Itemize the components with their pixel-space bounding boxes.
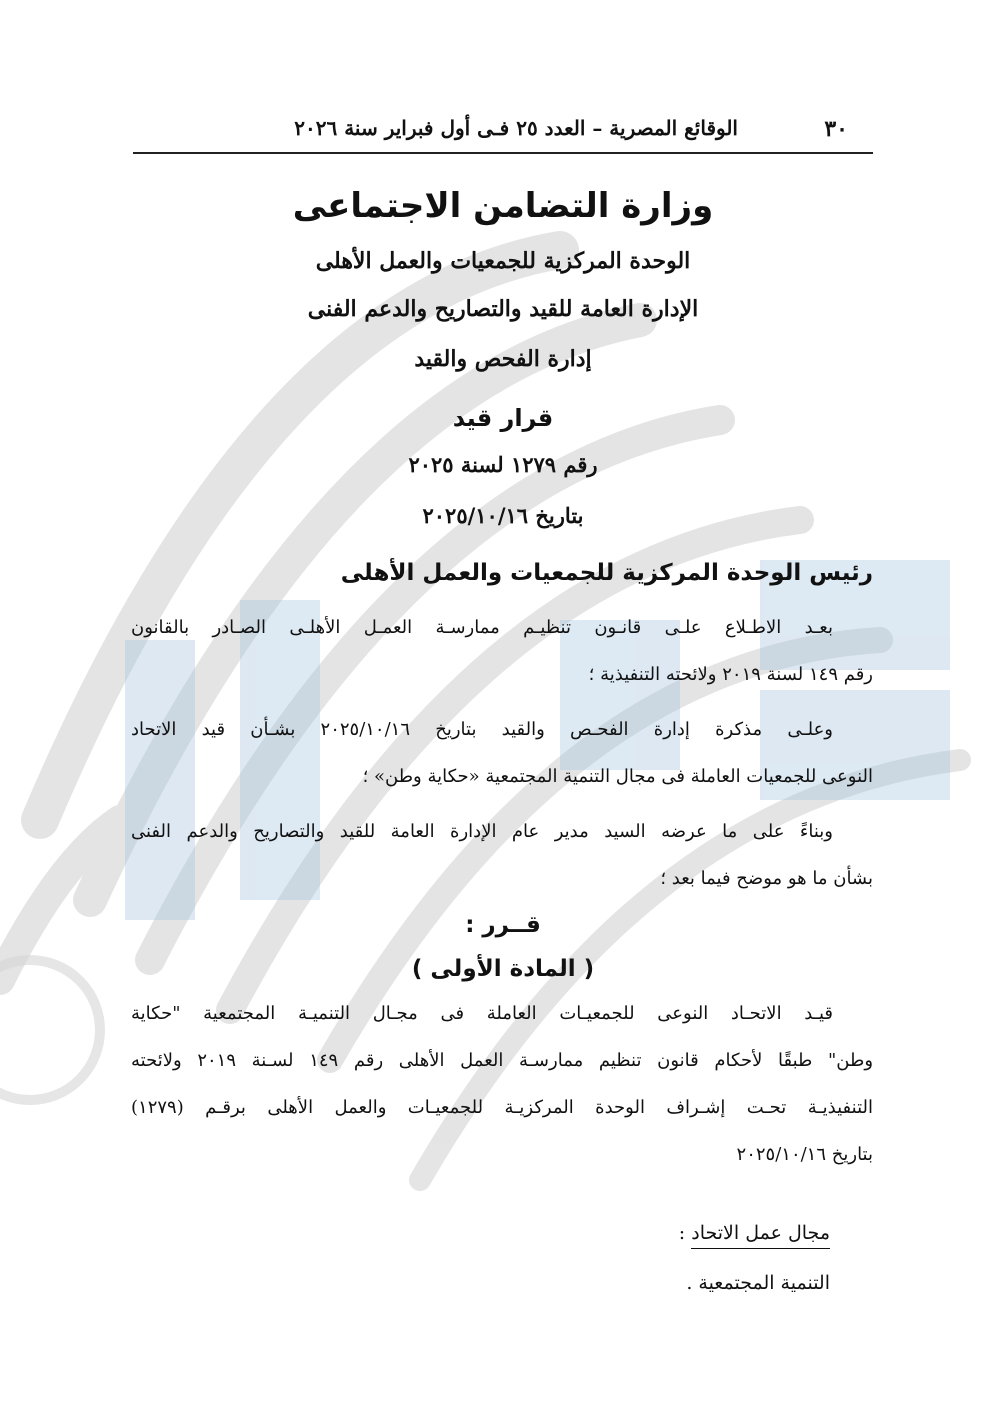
paragraph-line: بعـد الاطـلاع علـى قانـون تنظيـم ممارسـة العمـل الأهلـى الصـادر بالقانون	[131, 617, 833, 638]
paragraph-line: التنفيذيـة تحـت إشـراف الوحدة المركزيـة للجمعيـات والعمل الأهلى برقـم (١٢٧٩)	[131, 1097, 873, 1118]
preamble-paragraph-3	[131, 808, 873, 902]
decided-heading: قــرر :	[465, 912, 541, 938]
field-label	[679, 1222, 830, 1244]
paragraph-line: النوعى للجمعيات العاملة فى مجال التنمية المجتمعية «حكاية وطن» ؛	[362, 766, 873, 787]
chair-title: رئيس الوحدة المركزية للجمعيات والعمل الأهلى	[340, 560, 873, 586]
page-number: ٣٠	[824, 116, 848, 142]
article-title: ( المادة الأولى )	[411, 956, 595, 982]
decision-title: قرار قيد	[452, 404, 554, 432]
decision-date: بتاريخ ٢٠٢٥/١٠/١٦	[422, 503, 584, 528]
paragraph-line: قيـد الاتحـاد النوعى للجمعيـات العاملة فى مجـال التنميـة المجتمعية "حكاية	[131, 1003, 833, 1024]
field-label-text: مجال عمل الاتحاد	[691, 1222, 830, 1249]
unit-title: الوحدة المركزية للجمعيات والعمل الأهلى	[315, 248, 691, 274]
article-body	[131, 990, 873, 1178]
preamble-paragraph-1	[131, 604, 873, 698]
department-title: الإدارة العامة للقيد والتصاريح والدعم الفنى	[307, 296, 699, 322]
sub-department-title: إدارة الفحص والقيد	[414, 346, 592, 372]
running-header	[133, 112, 873, 154]
ministry-title: وزارة التضامن الاجتماعى	[292, 186, 714, 226]
paragraph-line: وبناءً على ما عرضه السيد مدير عام الإدارة العامة للقيد والتصاريح والدعم الفنى	[131, 821, 833, 842]
field-colon: :	[678, 1222, 692, 1244]
decision-number: رقم ١٢٧٩ لسنة ٢٠٢٥	[408, 452, 598, 477]
paragraph-line: بتاريخ ٢٠٢٥/١٠/١٦	[736, 1144, 873, 1165]
preamble-paragraph-2	[131, 706, 873, 800]
paragraph-line: بشأن ما هو موضح فيما بعد ؛	[660, 868, 873, 889]
paragraph-line: وطن" طبقًا لأحكام قانون تنظيم ممارسـة العمل الأهلى رقم ١٤٩ لسـنة ٢٠١٩ ولائحته	[131, 1050, 873, 1071]
paragraph-line: وعلـى مذكرة إدارة الفحـص والقيد بتاريخ ٢٠٢٥/١٠/١٦ بشـأن قيد الاتحاد	[131, 719, 833, 740]
issue-line: الوقائع المصرية – العدد ٢٥ فـى أول فبراير سنة ٢٠٢٦	[294, 116, 738, 140]
field-value: التنمية المجتمعية .	[686, 1272, 830, 1294]
paragraph-line: رقم ١٤٩ لسنة ٢٠١٩ ولائحته التنفيذية ؛	[588, 664, 873, 685]
